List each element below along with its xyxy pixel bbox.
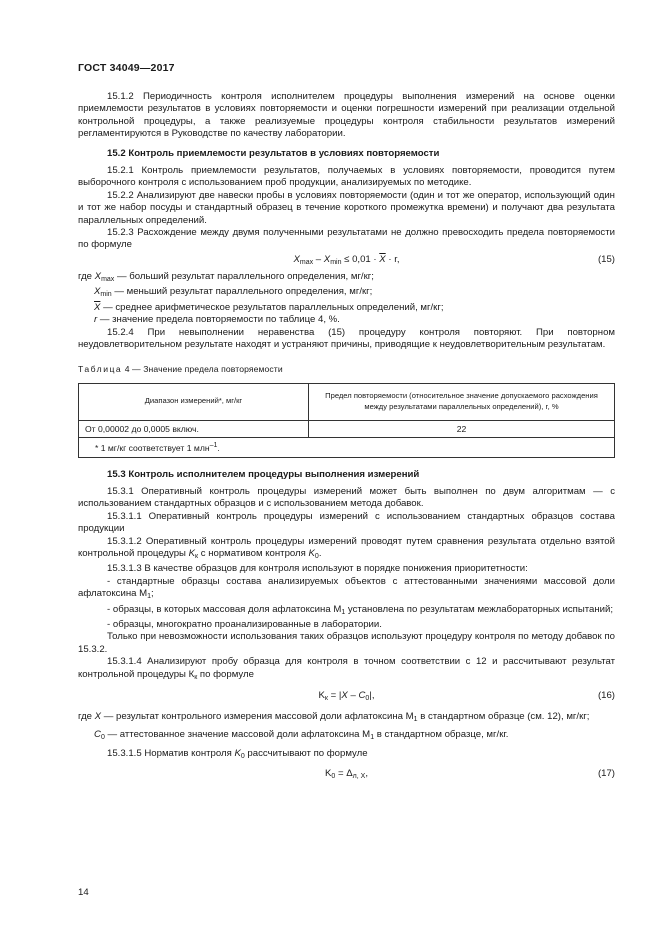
table-footnote-row — [79, 438, 615, 457]
formula-17-number: (17) — [597, 768, 615, 780]
table-cell-range: От 0,00002 до 0,0005 включ. — [79, 420, 309, 437]
where-list-16 — [78, 711, 615, 745]
paragraph-15-2-4: 15.2.4 При невыполнении неравенства (15) процедуру контроля повторяют. При повторном неудовлетворительном результате находят и устраняют причины, приводящие к неудовлетворительным результатам. — [78, 326, 615, 350]
page-number: 14 — [78, 887, 89, 898]
where-item-xmax: где $X_{max}$ — больший результат параллельного определения, мг/кг; — [78, 270, 374, 283]
heading-15-3: 15.3 Контроль исполнителем процедуры выполнения измерений — [107, 468, 420, 480]
table-4 — [78, 383, 615, 458]
where-item-xbar: $\overline{X}$ — среднее арифметическое результатов параллельных определений, мг/кг; — [94, 301, 444, 313]
list-item-2: - образцы, в которых массовая доля афлатоксина $М_1$ установлена по результатам межлабораторных испытаний; — [107, 603, 614, 616]
paragraph-15-3-1: 15.3.1 Оперативный контроль процедуры измерений может быть выполнен по двум алгоритмам — с использованием стандартных образцов и с использованием метода добавок. — [78, 485, 615, 510]
list-item-3: - образцы, многократно проанализированные в лаборатории. — [107, 619, 382, 630]
paragraph-only-when: Только при невозможности использования таких образцов используют процедуру контроля по методу добавок по 15.3.2. — [78, 631, 615, 655]
table-row — [79, 420, 615, 437]
paragraph-15-3-1-3: 15.3.1.3 В качестве образцов для контроля используют в порядке понижения приоритетности: — [107, 563, 528, 575]
table-header-range: Диапазон измерений*, мг/кг — [79, 383, 309, 420]
page-header: ГОСТ 34049—2017 — [78, 62, 175, 74]
formula-16-number: (16) — [597, 690, 615, 702]
formula-17-expression: $K_0 = \Delta_{л, Х}$, — [325, 768, 368, 781]
where-item-c0: $C_0$ — аттестованное значение массовой доли афлатоксина $М_1$ в стандартном образце, мг/кг. — [94, 729, 509, 742]
where-list-15 — [78, 271, 615, 327]
heading-15-2: 15.2 Контроль приемлемости результатов в условиях повторяемости — [107, 147, 440, 159]
paragraph-15-2-1: 15.2.1 Контроль приемлемости результатов, получаемых в условиях повторяемости, проводится путем выборочного контроля с использованием проб продукции, анализируемых по методике. — [78, 165, 615, 189]
where-item-x: где X — результат контрольного измерения массовой доли афлатоксина $М_1$ в стандартном образце (см. 12), мг/кг; — [78, 711, 590, 724]
paragraph-15-2-2: 15.2.2 Анализируют две навески пробы в условиях повторяемости (один и тот же оператор, использующий один и тот же набор посуды и стандартный образец в течение короткого промежутка времени) и получают два результата параллельных определений. — [78, 189, 615, 226]
formula-17 — [78, 768, 615, 783]
table-cell-value: 22 — [309, 420, 615, 437]
formula-15-expression: $X_{max} - X_{min} \le 0,01 \cdot \overline{X} \cdot r$, — [293, 253, 400, 266]
paragraph-15-2-3: 15.2.3 Расхождение между двумя полученными результатами не должно превосходить предела повторяемости по формуле — [78, 227, 615, 251]
formula-15-number: (15) — [597, 253, 615, 265]
table-footnote: * 1 мг/кг соответствует 1 млн$^{-1}$. — [79, 438, 615, 457]
page-content — [78, 91, 615, 785]
table-4-caption: Таблица 4 — Значение предела повторяемости — [78, 364, 283, 375]
table-header-limit: Предел повторяемости (относительное значение допускаемого расхождения между результатами параллельных определений), r, % — [309, 383, 615, 420]
where-item-xmin: $X_{min}$ — меньший результат параллельного определения, мг/кг; — [94, 286, 373, 299]
paragraph-15-3-1-5: 15.3.1.5 Норматив контроля $K_0$ рассчитывают по формуле — [107, 747, 368, 760]
table-header-row — [79, 383, 615, 420]
paragraph-15-3-1-2: 15.3.1.2 Оперативный контроль процедуры измерений проводят путем сравнения результата отдельно взятой контрольной процедуры $K_к$ с нормативом контроля $K_0$. — [78, 535, 615, 560]
formula-16-expression: $K_к = |X - C_0|$, — [318, 690, 375, 703]
formula-15 — [78, 254, 615, 269]
where-item-r: r — значение предела повторяемости по таблице 4, %. — [94, 314, 340, 326]
paragraph-15-1-2: 15.1.2 Периодичность контроля исполнителем процедуры выполнения измерений на основе оценки приемлемости результатов в условиях повторяемости и оценки погрешности измерений при реализации отдельной контрольной процедуры, а также реализуемые процедуры контроля стабильности результатов измерений регламентируются в Руководстве по качеству лаборатории. — [78, 91, 615, 140]
paragraph-15-3-1-1: 15.3.1.1 Оперативный контроль процедуры измерений с использованием стандартных образцов состава продукции — [78, 510, 615, 535]
formula-16 — [78, 690, 615, 705]
paragraph-15-3-1-4: 15.3.1.4 Анализируют пробу образца для контроля в точном соответствии с 12 и рассчитывают результат контрольной процедуры $К_к$ по формуле — [78, 656, 615, 681]
list-item-1: - стандартные образцы состава анализируемых объектов с аттестованными значениями массовой доли афлатоксина $М_1$; — [78, 575, 615, 601]
